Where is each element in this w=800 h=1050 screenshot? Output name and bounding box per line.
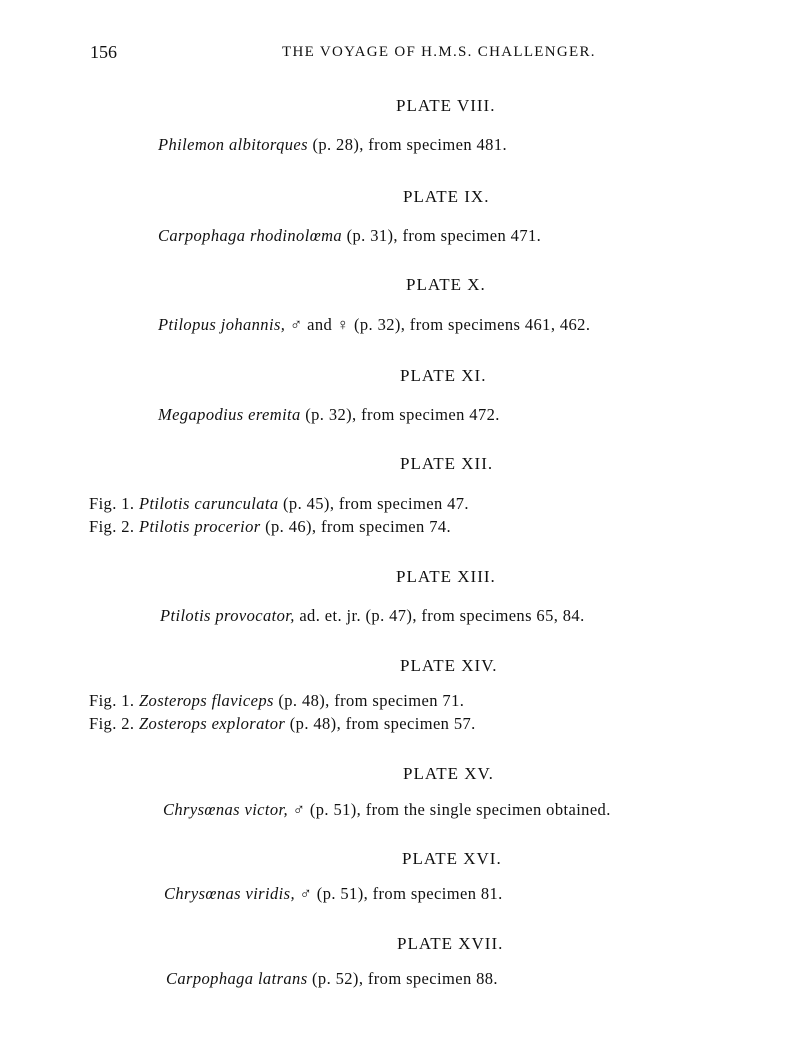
plate-entry — [89, 691, 464, 711]
figure-label: Fig. 1. — [89, 494, 139, 513]
entry-detail: ♂ (p. 51), from specimen 81. — [294, 884, 503, 903]
figure-label: Fig. 1. — [89, 691, 139, 710]
plate-heading: PLATE XII. — [400, 454, 494, 473]
plate-heading: PLATE X. — [406, 275, 486, 294]
plate-heading: PLATE XIV. — [400, 656, 498, 675]
plate-heading: PLATE XV. — [403, 764, 494, 783]
entry-detail: (p. 48), from specimen 57. — [285, 714, 476, 733]
plate-entry — [158, 135, 507, 155]
entry-detail: (p. 31), from specimen 471. — [342, 226, 542, 245]
entry-detail: ♂ (p. 51), from the single specimen obtained. — [288, 800, 611, 819]
plate-entry — [158, 226, 541, 246]
page-number: 156 — [90, 42, 117, 62]
species-name: Zosterops flaviceps — [138, 691, 274, 710]
plate-entry — [164, 884, 503, 904]
species-name: Philemon albitorques — [158, 135, 308, 154]
running-head: THE VOYAGE OF H.M.S. CHALLENGER. — [282, 44, 596, 60]
plate-heading: PLATE VIII. — [396, 96, 496, 115]
plate-entry — [163, 800, 611, 820]
species-name: Carpophaga rhodinolœma — [158, 226, 343, 245]
species-name: Carpophaga latrans — [166, 969, 308, 988]
species-name: Ptilotis provocator, — [160, 606, 295, 625]
plate-entry — [89, 494, 469, 514]
entry-detail: (p. 48), from specimen 71. — [273, 691, 465, 710]
species-name: Chrysœnas victor, — [163, 800, 289, 819]
entry-detail: (p. 52), from specimen 88. — [307, 969, 498, 988]
plate-heading: PLATE IX. — [403, 187, 490, 206]
figure-label: Fig. 2. — [89, 517, 139, 536]
plate-heading: PLATE XVII. — [397, 934, 504, 953]
entry-detail: ad. et. jr. (p. 47), from specimens 65, 84. — [294, 606, 585, 625]
plate-heading: PLATE XVI. — [402, 849, 502, 868]
plate-entry — [89, 517, 451, 537]
entry-detail: (p. 45), from specimen 47. — [278, 494, 469, 513]
figure-label: Fig. 2. — [89, 714, 139, 733]
species-name: Chrysœnas viridis, — [164, 884, 295, 903]
species-name: Ptilotis procerior — [138, 517, 261, 536]
plate-entry — [166, 969, 498, 989]
entry-detail: (p. 46), from specimen 74. — [260, 517, 452, 536]
plate-heading: PLATE XIII. — [396, 567, 496, 586]
species-name: Megapodius eremita — [158, 405, 301, 424]
species-name: Ptilopus johannis, — [158, 315, 286, 334]
plate-entry — [158, 405, 500, 425]
species-name: Ptilotis carunculata — [138, 494, 279, 513]
plate-entry — [158, 315, 590, 335]
entry-detail: (p. 28), from specimen 481. — [307, 135, 507, 154]
species-name: Zosterops explorator — [138, 714, 286, 733]
entry-detail: (p. 32), from specimen 472. — [300, 405, 500, 424]
plate-entry — [89, 714, 476, 734]
plate-heading: PLATE XI. — [400, 366, 487, 385]
plate-entry — [160, 606, 585, 626]
entry-detail: ♂ and ♀ (p. 32), from specimens 461, 462. — [285, 315, 591, 334]
